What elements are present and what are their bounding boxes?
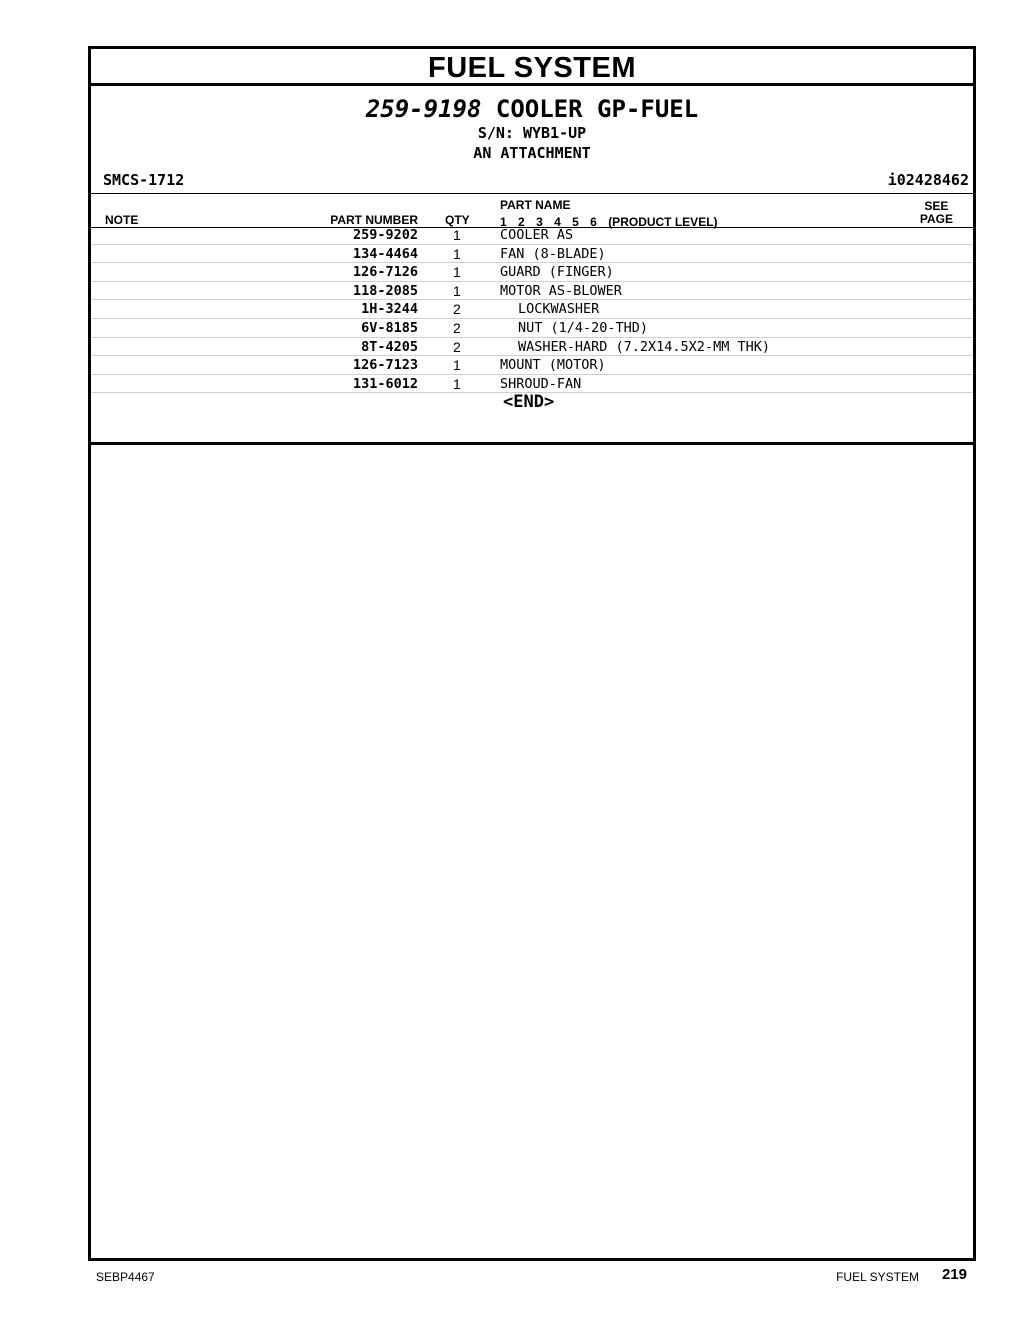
serial-range: S/N: WYB1-UP xyxy=(477,124,587,142)
part-qty: 1 xyxy=(453,282,461,299)
group-name: COOLER GP-FUEL xyxy=(495,95,699,123)
part-qty: 1 xyxy=(453,245,461,262)
parts-table-body xyxy=(91,226,973,393)
part-number: 259-9202 xyxy=(352,227,418,243)
table-row xyxy=(91,226,973,245)
level-6: 6 xyxy=(590,215,597,229)
level-3: 3 xyxy=(536,215,543,229)
part-name: MOUNT (MOTOR) xyxy=(500,357,606,374)
part-number-column-header: PART NUMBER xyxy=(330,213,418,227)
part-qty: 1 xyxy=(453,375,461,392)
page-frame xyxy=(88,46,976,1261)
level-4: 4 xyxy=(554,215,561,229)
part-name: GUARD (FINGER) xyxy=(500,264,614,281)
part-name-column-header: PART NAME xyxy=(500,198,571,212)
illustration-id: i02428462 xyxy=(887,171,969,189)
part-qty: 1 xyxy=(453,357,461,374)
footer-doc-id: SEBP4467 xyxy=(96,1270,155,1284)
level-5: 5 xyxy=(572,215,579,229)
part-number: 126-7123 xyxy=(352,357,418,374)
part-qty: 2 xyxy=(453,338,461,355)
part-name: WASHER-HARD (7.2X14.5X2-MM THK) xyxy=(518,338,770,355)
footer-section-name: FUEL SYSTEM xyxy=(836,1270,919,1284)
table-row xyxy=(91,263,973,282)
attachment-label: AN ATTACHMENT xyxy=(473,144,591,162)
part-qty: 1 xyxy=(453,264,461,281)
level-1: 1 xyxy=(500,215,507,229)
part-number: 126-7126 xyxy=(352,264,418,281)
table-row xyxy=(91,282,973,301)
part-number: 1H-3244 xyxy=(361,301,418,318)
part-qty: 1 xyxy=(453,227,461,243)
part-number: 134-4464 xyxy=(352,245,418,262)
group-number: 259-9198 xyxy=(365,95,482,123)
note-column-header: NOTE xyxy=(105,213,139,227)
part-number: 8T-4205 xyxy=(361,338,418,355)
part-qty: 2 xyxy=(453,319,461,336)
level-2: 2 xyxy=(518,215,525,229)
part-name: LOCKWASHER xyxy=(518,301,600,318)
table-row xyxy=(91,300,973,319)
table-row xyxy=(91,319,973,338)
section-title: FUEL SYSTEM xyxy=(91,49,973,86)
part-qty: 2 xyxy=(453,301,461,318)
qty-column-header: QTY xyxy=(445,213,470,227)
group-heading xyxy=(91,95,973,123)
see-page-column-header xyxy=(920,200,953,226)
table-row xyxy=(91,356,973,375)
parts-group xyxy=(91,86,973,445)
end-marker: <END> xyxy=(503,392,555,412)
part-name: MOTOR AS-BLOWER xyxy=(500,282,622,299)
smcs-code: SMCS-1712 xyxy=(103,171,185,189)
footer-page-number: 219 xyxy=(941,1266,967,1283)
parts-table-header xyxy=(91,193,973,228)
page-label: PAGE xyxy=(919,212,953,226)
table-row xyxy=(91,245,973,264)
table-row xyxy=(91,338,973,357)
see-label: SEE xyxy=(924,199,949,213)
product-level-label: (PRODUCT LEVEL) xyxy=(608,215,718,229)
part-number: 131-6012 xyxy=(352,375,418,392)
part-name: SHROUD-FAN xyxy=(500,375,582,392)
table-row xyxy=(91,375,973,394)
part-name: NUT (1/4-20-THD) xyxy=(518,319,649,336)
part-number: 118-2085 xyxy=(352,282,418,299)
part-number: 6V-8185 xyxy=(361,319,418,336)
part-name: FAN (8-BLADE) xyxy=(500,245,606,262)
part-name: COOLER AS xyxy=(500,227,574,243)
